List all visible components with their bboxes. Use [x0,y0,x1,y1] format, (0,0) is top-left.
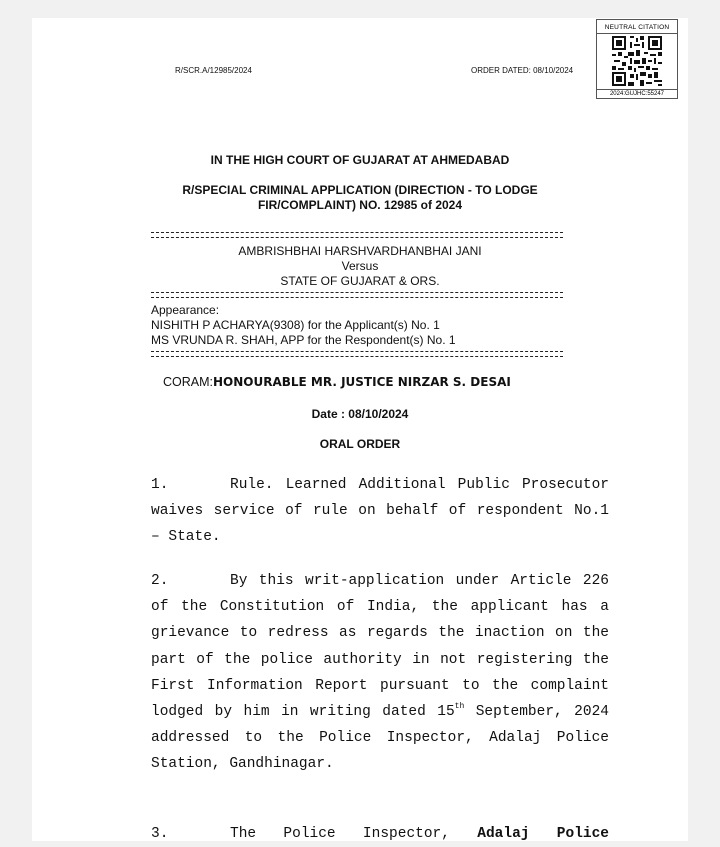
petitioner-name: AMBRISHBHAI HARSHVARDHANBHAI JANI [238,244,482,258]
order-date: Date : 08/10/2024 [311,407,409,421]
coram-line [163,375,511,389]
separator-rule [151,351,563,357]
separator-rule [151,292,563,298]
application-title-line-2: FIR/COMPLAINT) NO. 12985 of 2024 [257,198,463,212]
appearance-respondent: MS VRUNDA R. SHAH, APP for the Respondent(s) No. 1 [151,333,456,347]
respondent-name: STATE OF GUJARAT & ORS. [280,274,440,288]
neutral-citation-title: NEUTRAL CITATION [597,24,677,34]
paragraph-text: The Police Inspector, [230,826,478,842]
paragraph-2 [151,568,609,778]
neutral-citation-code: 2024:GUJHC:55247 [597,89,677,98]
order-dated: ORDER DATED: 08/10/2024 [471,66,574,75]
appearance-block [151,303,456,348]
document-page [32,18,688,841]
versus-label: Versus [341,259,379,273]
paragraph-text: Rule. Learned Additional Public Prosecutor waives service of rule on behalf of respondent No.1 – State. [151,477,609,546]
appearance-label: Appearance: [151,303,220,317]
paragraph-text: By this writ-application under Article 226 of the Constitution of India, the applicant has a grievance to redress as regards the inaction on the part of the police authority in not registering the First Information Report pursuant to the complaint lodged by him in writing dated 15 [151,573,609,721]
neutral-citation-box [596,19,678,99]
judge-name: HONOURABLE MR. JUSTICE NIRZAR S. DESAI [213,375,511,389]
paragraph-text-continued: September, 2024 addressed to the Police Inspector, Adalaj Police Station, Gandhinagar. [151,704,609,773]
paragraph-number: 3. [151,826,169,842]
paragraph-number: 1. [151,477,169,493]
coram-label: CORAM: [163,375,213,389]
application-title-line-1: R/SPECIAL CRIMINAL APPLICATION (DIRECTION - TO LODGE [182,183,538,197]
application-title [32,183,688,213]
superscript: th [454,702,465,712]
separator-rule [151,232,563,238]
paragraph-bold-text: Adalaj Police [477,826,609,842]
court-title: IN THE HIGH COURT OF GUJARAT AT AHMEDABAD [210,153,510,167]
oral-order-title: ORAL ORDER [319,437,401,451]
case-reference: R/SCR.A/12985/2024 [175,66,252,75]
qr-code-icon [612,36,662,86]
appearance-applicant: NISHITH P ACHARYA(9308) for the Applicant(s) No. 1 [151,318,440,332]
paragraph-number: 2. [151,573,169,589]
paragraph-1 [151,472,609,551]
paragraph-3 [151,821,609,847]
